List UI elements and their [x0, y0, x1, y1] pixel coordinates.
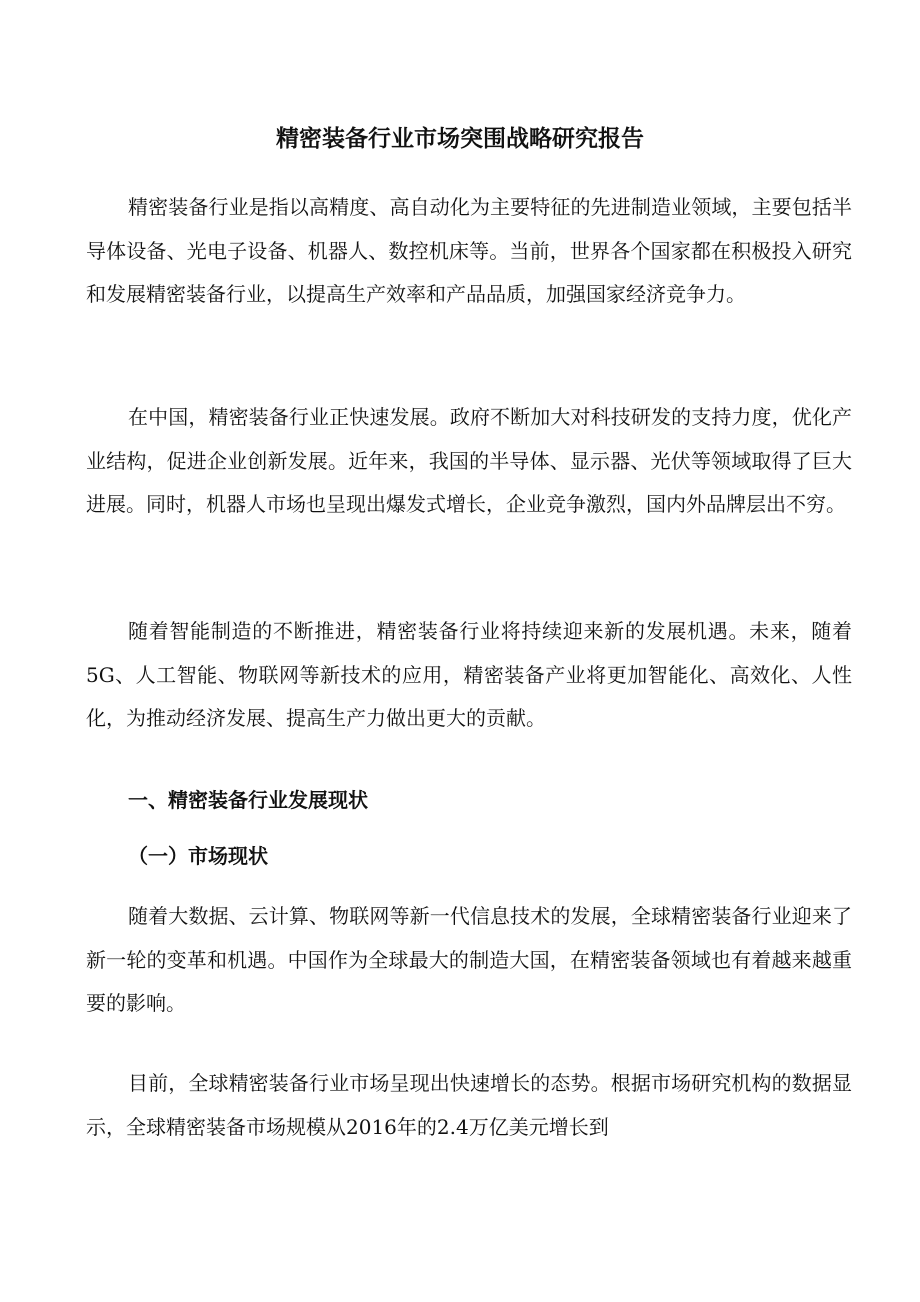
document-title: 精密装备行业市场突围战略研究报告 [276, 126, 644, 152]
market-paragraph-1: 随着大数据、云计算、物联网等新一代信息技术的发展，全球精密装备行业迎来了新一轮的变革和机遇。中国作为全球最大的制造大国，在精密装备领域也有着越来越重要的影响。 [86, 904, 852, 1016]
market-paragraph-2: 目前，全球精密装备行业市场呈现出快速增长的态势。根据市场研究机构的数据显示，全球精密装备市场规模从2016年的2.4万亿美元增长到 [86, 1071, 852, 1139]
section-heading: 一、精密装备行业发展现状 [128, 788, 368, 812]
intro-paragraph-1: 精密装备行业是指以高精度、高自动化为主要特征的先进制造业领域，主要包括半导体设备、光电子设备、机器人、数控机床等。当前，世界各个国家都在积极投入研究和发展精密装备行业，以提高生产效率和产品品质，加强国家经济竞争力。 [86, 195, 852, 307]
intro-paragraph-3: 随着智能制造的不断推进，精密装备行业将持续迎来新的发展机遇。未来，随着5G、人工智能、物联网等新技术的应用，精密装备产业将更加智能化、高效化、人性化，为推动经济发展、提高生产力做出更大的贡献。 [86, 619, 852, 731]
subsection-heading: （一）市场现状 [128, 844, 268, 868]
intro-paragraph-2: 在中国，精密装备行业正快速发展。政府不断加大对科技研发的支持力度，优化产业结构，促进企业创新发展。近年来，我国的半导体、显示器、光伏等领域取得了巨大进展。同时，机器人市场也呈现出爆发式增长，企业竞争激烈，国内外品牌层出不穷。 [86, 405, 852, 517]
